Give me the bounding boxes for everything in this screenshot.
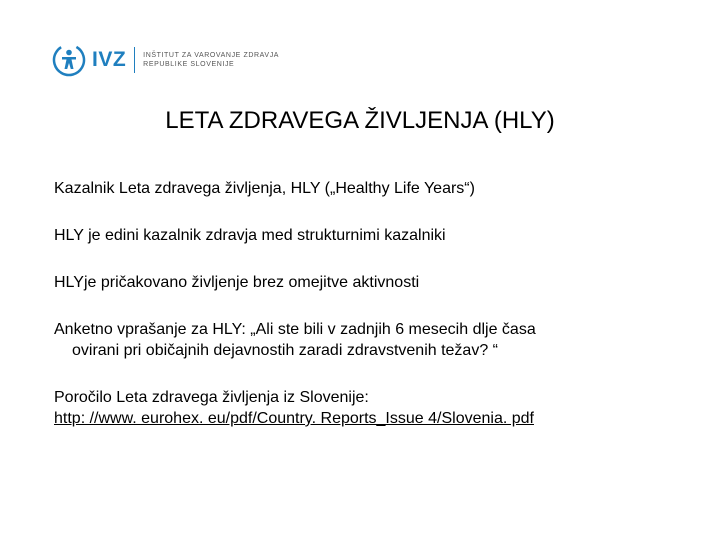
logo-name-line-2: REPUBLIKE SLOVENIJE: [143, 61, 235, 68]
paragraph-life-expectancy: HLYje pričakovano življenje brez omejitve aktivnosti: [54, 274, 420, 291]
report-link[interactable]: http: //www. eurohex. eu/pdf/Country. Reports_Issue 4/Slovenia. pdf: [54, 410, 534, 427]
paragraph-structural-indicator: HLY je edini kazalnik zdravja med strukturnimi kazalniki: [54, 227, 446, 244]
logo-name-line-1: INŠTITUT ZA VAROVANJE ZDRAVJA: [143, 52, 280, 59]
paragraph-report: [54, 387, 694, 429]
paragraph-survey-question: [54, 319, 694, 361]
slide-title: LETA ZDRAVEGA ŽIVLJENJA (HLY): [165, 107, 555, 134]
survey-question-line-1: Anketno vprašanje za HLY: „Ali ste bili v zadnjih 6 mesecih dlje časa: [54, 321, 536, 338]
logo-abbreviation: IVZ: [92, 48, 127, 71]
report-label: Poročilo Leta zdravega življenja iz Slovenije:: [54, 389, 369, 406]
survey-question-line-2: ovirani pri običajnih dejavnostih zaradi zdravstvenih težav? “: [72, 342, 498, 359]
person-in-circle-icon: [52, 43, 86, 77]
paragraph-hly-definition: Kazalnik Leta zdravega življenja, HLY („Healthy Life Years“): [54, 180, 475, 197]
logo-divider: [134, 47, 135, 73]
slide-body: [54, 178, 694, 455]
ivz-logo: [52, 40, 279, 80]
logo-institution-name: [143, 51, 279, 69]
